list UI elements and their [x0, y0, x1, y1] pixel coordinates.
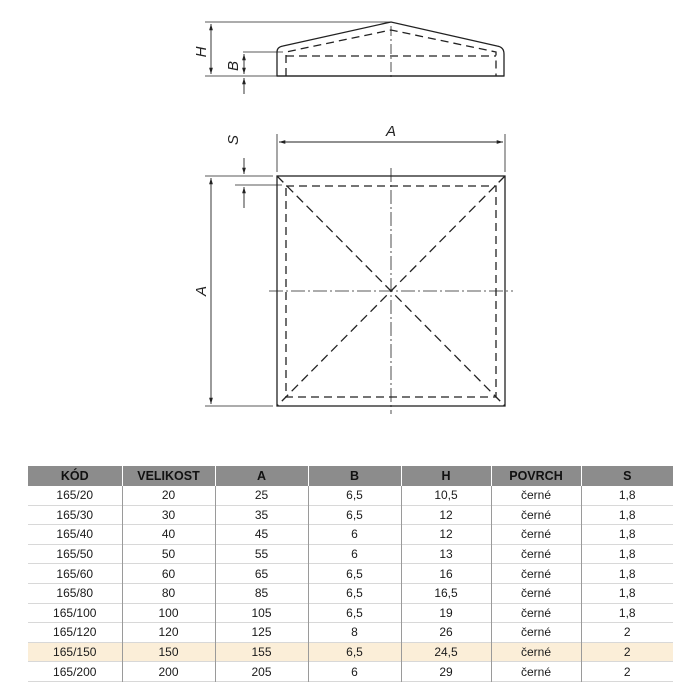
cell-a: 205	[215, 662, 308, 682]
top-view	[205, 134, 513, 414]
cell-velikost: 60	[122, 564, 215, 584]
table-row	[28, 525, 673, 545]
cell-s: 2	[581, 642, 673, 662]
table-row	[28, 623, 673, 643]
cell-a: 65	[215, 564, 308, 584]
cell-h: 26	[401, 623, 491, 643]
cell-s: 1,8	[581, 583, 673, 603]
cell-kod: 165/120	[53, 625, 97, 640]
cell-povrch: černé	[491, 642, 581, 662]
cell-b: 6,5	[308, 603, 401, 623]
cell-h: 16,5	[401, 583, 491, 603]
cell-b: 6,5	[308, 583, 401, 603]
cell-a: 155	[215, 642, 308, 662]
table-row	[28, 505, 673, 525]
cell-velikost: 80	[122, 583, 215, 603]
cell-povrch: černé	[491, 662, 581, 682]
cell-kod: 165/80	[56, 586, 94, 601]
cell-a: 85	[215, 583, 308, 603]
cell-a: 45	[215, 525, 308, 545]
cell-s: 1,8	[581, 525, 673, 545]
table-row	[28, 486, 673, 505]
cell-b: 6,5	[308, 564, 401, 584]
cell-s: 1,8	[581, 603, 673, 623]
col-header-kod: KÓD	[28, 466, 122, 486]
cell-kod: 165/40	[56, 527, 94, 542]
cell-povrch: černé	[491, 525, 581, 545]
cell-a: 105	[215, 603, 308, 623]
table-row	[28, 642, 673, 662]
cell-s: 1,8	[581, 486, 673, 505]
cell-b: 6	[308, 525, 401, 545]
label-b: B	[225, 60, 242, 72]
cell-povrch: černé	[491, 486, 581, 505]
cell-s: 2	[581, 623, 673, 643]
cell-b: 6,5	[308, 486, 401, 505]
cell-velikost: 100	[122, 603, 215, 623]
table-row	[28, 583, 673, 603]
cell-povrch: černé	[491, 564, 581, 584]
cell-velikost: 40	[122, 525, 215, 545]
table-row	[28, 662, 673, 682]
cell-a: 125	[215, 623, 308, 643]
cell-s: 1,8	[581, 544, 673, 564]
col-header-velikost: VELIKOST	[122, 466, 215, 486]
side-view	[205, 22, 504, 94]
cell-b: 8	[308, 623, 401, 643]
table-row	[28, 564, 673, 584]
cell-velikost: 30	[122, 505, 215, 525]
cell-povrch: černé	[491, 603, 581, 623]
table-row	[28, 603, 673, 623]
cell-velikost: 120	[122, 623, 215, 643]
col-header-h: H	[401, 466, 491, 486]
cell-h: 10,5	[401, 486, 491, 505]
table-header-row	[28, 466, 673, 486]
cell-b: 6,5	[308, 505, 401, 525]
cell-kod: 165/150	[28, 642, 122, 662]
cell-kod: 165/50	[56, 547, 94, 562]
cell-povrch: černé	[491, 544, 581, 564]
label-s: S	[225, 134, 242, 146]
cell-b: 6	[308, 662, 401, 682]
cell-kod: 165/30	[56, 507, 94, 522]
cell-povrch: černé	[491, 505, 581, 525]
label-h: H	[193, 46, 210, 58]
table-row	[28, 544, 673, 564]
label-a-vertical: A	[193, 285, 210, 297]
cell-h: 24,5	[401, 642, 491, 662]
cell-a: 35	[215, 505, 308, 525]
cell-b: 6,5	[308, 642, 401, 662]
cell-povrch: černé	[491, 583, 581, 603]
cell-s: 1,8	[581, 505, 673, 525]
cell-h: 13	[401, 544, 491, 564]
table-body	[28, 486, 673, 681]
cell-kod: 165/60	[56, 566, 94, 581]
cell-a: 55	[215, 544, 308, 564]
cell-kod: 165/100	[53, 605, 97, 620]
cell-a: 25	[215, 486, 308, 505]
cell-s: 2	[581, 662, 673, 682]
col-header-b: B	[308, 466, 401, 486]
cell-b: 6	[308, 544, 401, 564]
cell-velikost: 20	[122, 486, 215, 505]
cell-velikost: 50	[122, 544, 215, 564]
cell-h: 19	[401, 603, 491, 623]
cell-povrch: černé	[491, 623, 581, 643]
cell-velikost: 200	[122, 662, 215, 682]
col-header-a: A	[215, 466, 308, 486]
cell-kod: 165/20	[56, 488, 94, 503]
cell-h: 29	[401, 662, 491, 682]
col-header-s: S	[581, 466, 673, 486]
col-header-povrch: POVRCH	[491, 466, 581, 486]
spec-table	[28, 466, 673, 682]
cell-h: 12	[401, 525, 491, 545]
cell-h: 16	[401, 564, 491, 584]
cell-h: 12	[401, 505, 491, 525]
cell-velikost: 150	[122, 642, 215, 662]
cell-s: 1,8	[581, 564, 673, 584]
cell-kod: 165/200	[53, 664, 97, 679]
label-a-horizontal: A	[385, 123, 397, 140]
